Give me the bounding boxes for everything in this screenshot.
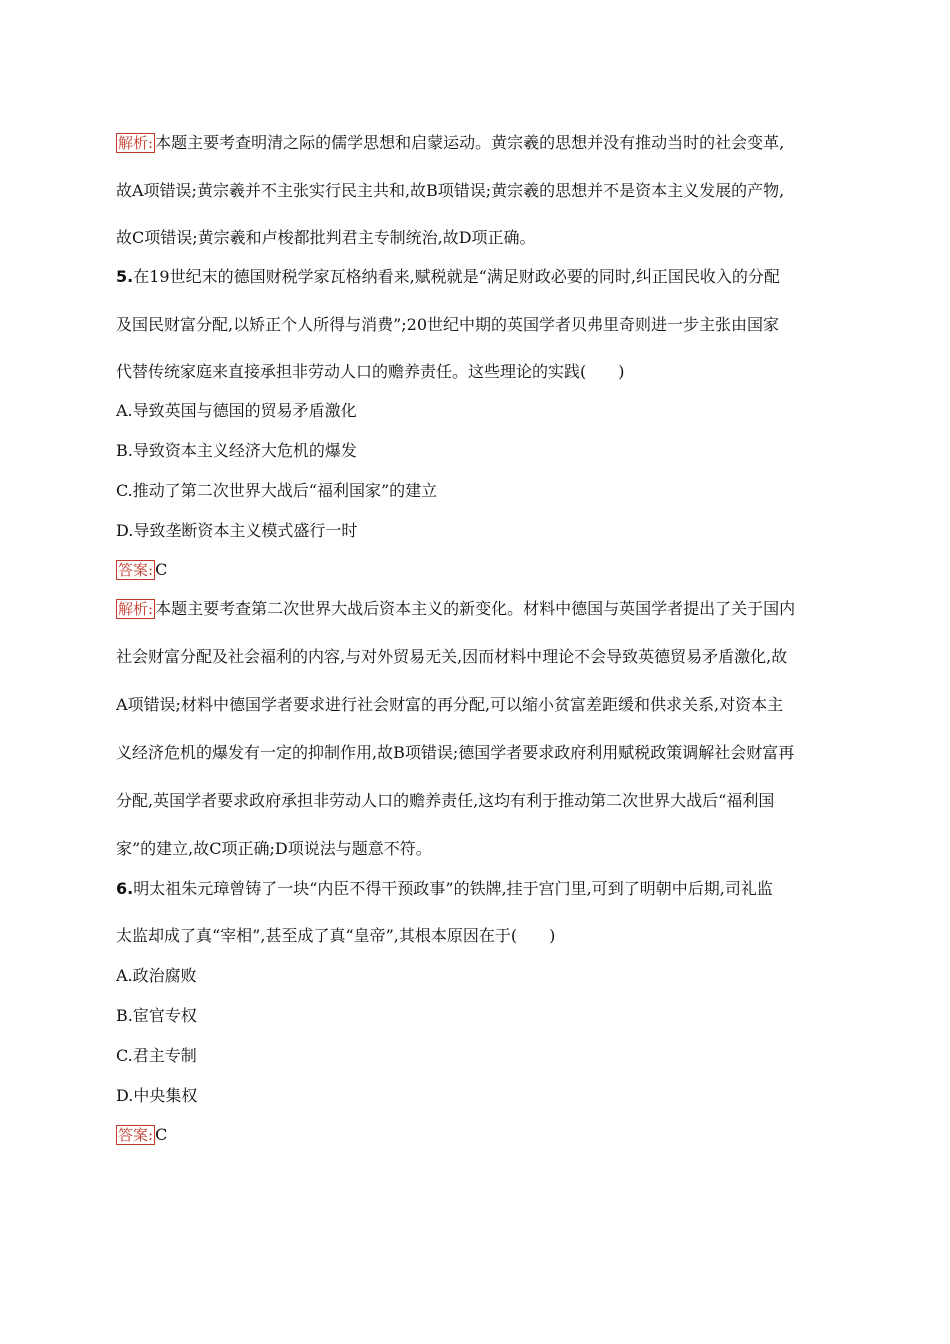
q5-stem-text-1: 在19世纪末的德国财税学家瓦格纳看来,赋税就是“满足财政必要的同时,纠正国民收入的分配 xyxy=(133,267,780,286)
q5-analysis-line-5 xyxy=(116,790,846,812)
q6-option-d: D.中央集权 xyxy=(116,1086,198,1105)
q6-stem-line-2 xyxy=(116,925,846,947)
q5-stem-text-3: 代替传统家庭来直接承担非劳动人口的赡养责任。这些理论的实践( ) xyxy=(116,362,625,381)
q6-option-c: C.君主专制 xyxy=(116,1046,197,1065)
q5-analysis-line-4 xyxy=(116,742,846,764)
q5-analysis-line-6 xyxy=(116,838,846,860)
q5-option-b: B.导致资本主义经济大危机的爆发 xyxy=(116,441,357,460)
q5-analysis-text-3: A项错误;材料中德国学者要求进行社会财富的再分配,可以缩小贫富差距缓和供求关系,对资本主 xyxy=(116,695,784,714)
q5-stem-line-3 xyxy=(116,361,846,383)
q6-stem-text-1: 明太祖朱元璋曾铸了一块“内臣不得干预政事”的铁牌,挂于宫门里,可到了明朝中后期,司礼监 xyxy=(133,879,773,898)
q4-analysis-line-1 xyxy=(116,132,846,154)
q6-answer-value: C xyxy=(155,1125,168,1144)
q6-answer-line xyxy=(116,1124,846,1146)
q5-analysis-tag: 解析: xyxy=(118,600,154,618)
q5-answer-tag: 答案: xyxy=(118,561,154,579)
q5-analysis-text-5: 分配,英国学者要求政府承担非劳动人口的赡养责任,这均有利于推动第二次世界大战后“福利国 xyxy=(116,791,775,810)
q4-analysis-line-3 xyxy=(116,227,846,249)
q5-analysis-text-4: 义经济危机的爆发有一定的抑制作用,故B项错误;德国学者要求政府利用赋税政策调解社会财富再 xyxy=(116,743,795,762)
q6-option-b: B.宦官专权 xyxy=(116,1006,197,1025)
q5-stem-line-2 xyxy=(116,314,846,336)
q5-analysis-line-3 xyxy=(116,694,846,716)
q5-analysis-text-2: 社会财富分配及社会福利的内容,与对外贸易无关,因而材料中理论不会导致英德贸易矛盾激化,故 xyxy=(116,647,788,666)
q5-option-a: A.导致英国与德国的贸易矛盾激化 xyxy=(116,401,357,420)
q6-number: 6. xyxy=(116,879,134,898)
q5-stem-line-1 xyxy=(116,266,846,288)
q6-stem-text-2: 太监却成了真“宰相”,甚至成了真“皇帝”,其根本原因在于( ) xyxy=(116,926,556,945)
q4-analysis-text-3: 故C项错误;黄宗羲和卢梭都批判君主专制统治,故D项正确。 xyxy=(116,228,536,247)
q6-answer-tag: 答案: xyxy=(118,1126,154,1144)
q5-stem-text-2: 及国民财富分配,以矫正个人所得与消费”;20世纪中期的英国学者贝弗里奇则进一步主张由国家 xyxy=(116,315,780,334)
q5-analysis-line-2 xyxy=(116,646,846,668)
q4-analysis-line-2 xyxy=(116,180,846,202)
q5-analysis-text-1: 本题主要考查第二次世界大战后资本主义的新变化。材料中德国与英国学者提出了关于国内 xyxy=(155,599,796,618)
q5-option-c: C.推动了第二次世界大战后“福利国家”的建立 xyxy=(116,481,438,500)
q5-answer-line xyxy=(116,559,846,581)
q5-option-d: D.导致垄断资本主义模式盛行一时 xyxy=(116,521,358,540)
q4-analysis-tag: 解析: xyxy=(118,134,154,152)
q5-analysis-line-1 xyxy=(116,598,846,620)
q4-analysis-text-1: 本题主要考查明清之际的儒学思想和启蒙运动。黄宗羲的思想并没有推动当时的社会变革, xyxy=(155,133,785,152)
q6-option-a: A.政治腐败 xyxy=(116,966,197,985)
q5-number: 5. xyxy=(116,267,134,286)
q5-answer-value: C xyxy=(155,560,168,579)
q4-analysis-text-2: 故A项错误;黄宗羲并不主张实行民主共和,故B项错误;黄宗羲的思想并不是资本主义发展的产物, xyxy=(116,181,785,200)
q6-stem-line-1 xyxy=(116,878,846,900)
q5-analysis-text-6: 家”的建立,故C项正确;D项说法与题意不符。 xyxy=(116,839,432,858)
